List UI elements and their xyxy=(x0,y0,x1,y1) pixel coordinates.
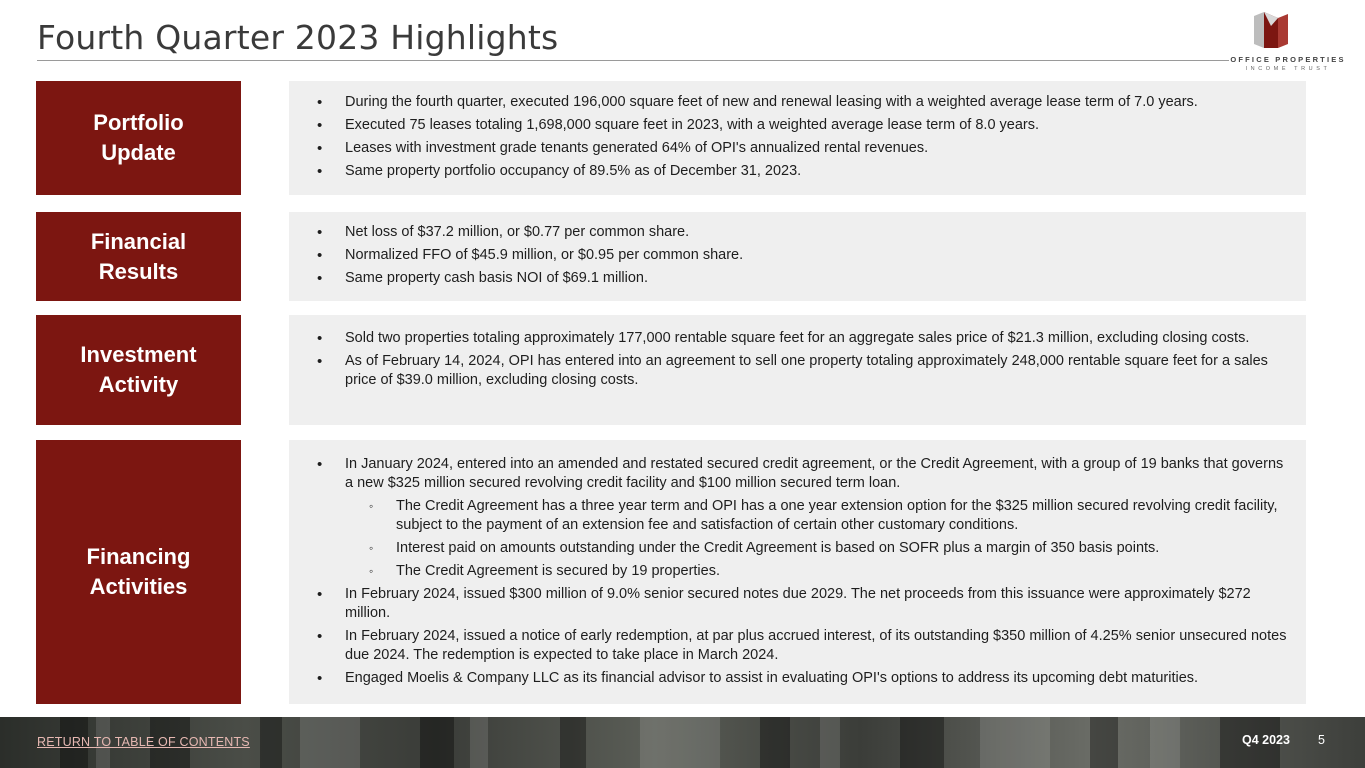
page-number: 5 xyxy=(1318,733,1325,747)
section-content xyxy=(289,81,1306,195)
list-item: • Sold two properties totaling approximately 177,000 rentable square feet for an aggregate sales price of $21.3 million, excluding closing costs. xyxy=(309,329,1276,348)
list-item: • In February 2024, issued a notice of early redemption, at par plus accrued interest, of its outstanding $350 million of 4.25% senior unsecured notes due 2024. The redemption is expected to take place in March 2024. xyxy=(309,627,1292,665)
bullet-list xyxy=(309,93,1292,181)
list-item: • Same property cash basis NOI of $69.1 million. xyxy=(309,269,1292,288)
title-divider xyxy=(37,60,1229,61)
section-label: Financial Results xyxy=(36,212,241,301)
section-content xyxy=(289,440,1306,704)
list-item: • Net loss of $37.2 million, or $0.77 per common share. xyxy=(309,223,1292,242)
list-item: • Engaged Moelis & Company LLC as its financial advisor to assist in evaluating OPI's options to address its upcoming debt maturities. xyxy=(309,669,1292,688)
logo-mark-icon xyxy=(1254,12,1288,48)
bullet-list xyxy=(309,223,1292,288)
list-item: • Normalized FFO of $45.9 million, or $0.95 per common share. xyxy=(309,246,1292,265)
quarter-label: Q4 2023 xyxy=(1242,733,1290,747)
list-item: • Leases with investment grade tenants generated 64% of OPI's annualized rental revenues. xyxy=(309,139,1292,158)
bullet-list xyxy=(309,329,1276,390)
sub-list-item: ◦ Interest paid on amounts outstanding under the Credit Agreement is based on SOFR plus a margin of 350 basis points. xyxy=(309,539,1292,558)
company-logo xyxy=(1218,12,1358,76)
logo-wordmark: OFFICE PROPERTIES xyxy=(1230,55,1346,64)
section-content xyxy=(289,212,1306,301)
sub-list-item: ◦ The Credit Agreement has a three year term and OPI has a one year extension option for the $325 million secured revolving credit facility, subject to the payment of an extension fee and satisfaction of certain other customary conditions. xyxy=(309,497,1292,535)
section-label: Investment Activity xyxy=(36,315,241,425)
bullet-list xyxy=(309,455,1292,688)
return-to-toc-link[interactable]: RETURN TO TABLE OF CONTENTS xyxy=(37,735,250,749)
list-item: • As of February 14, 2024, OPI has entered into an agreement to sell one property totaling approximately 248,000 rentable square feet for a sales price of $39.0 million, excluding closing costs. xyxy=(309,352,1276,390)
list-item: • In February 2024, issued $300 million of 9.0% senior secured notes due 2029. The net proceeds from this issuance were approximately $272 million. xyxy=(309,585,1292,623)
section-label: Financing Activities xyxy=(36,440,241,704)
list-item: • Executed 75 leases totaling 1,698,000 square feet in 2023, with a weighted average lease term of 8.0 years. xyxy=(309,116,1292,135)
page-title: Fourth Quarter 2023 Highlights xyxy=(37,18,559,57)
sub-list-item: ◦ The Credit Agreement is secured by 19 properties. xyxy=(309,562,1292,581)
list-item: • In January 2024, entered into an amended and restated secured credit agreement, or the Credit Agreement, with a group of 19 banks that governs a new $325 million secured revolving credit facility and $100 million secured term loan. xyxy=(309,455,1292,493)
list-item: • During the fourth quarter, executed 196,000 square feet of new and renewal leasing with a weighted average lease term of 7.0 years. xyxy=(309,93,1292,112)
section-label: Portfolio Update xyxy=(36,81,241,195)
section-content xyxy=(289,315,1306,425)
list-item: • Same property portfolio occupancy of 89.5% as of December 31, 2023. xyxy=(309,162,1292,181)
logo-subtitle: INCOME TRUST xyxy=(1245,66,1331,72)
